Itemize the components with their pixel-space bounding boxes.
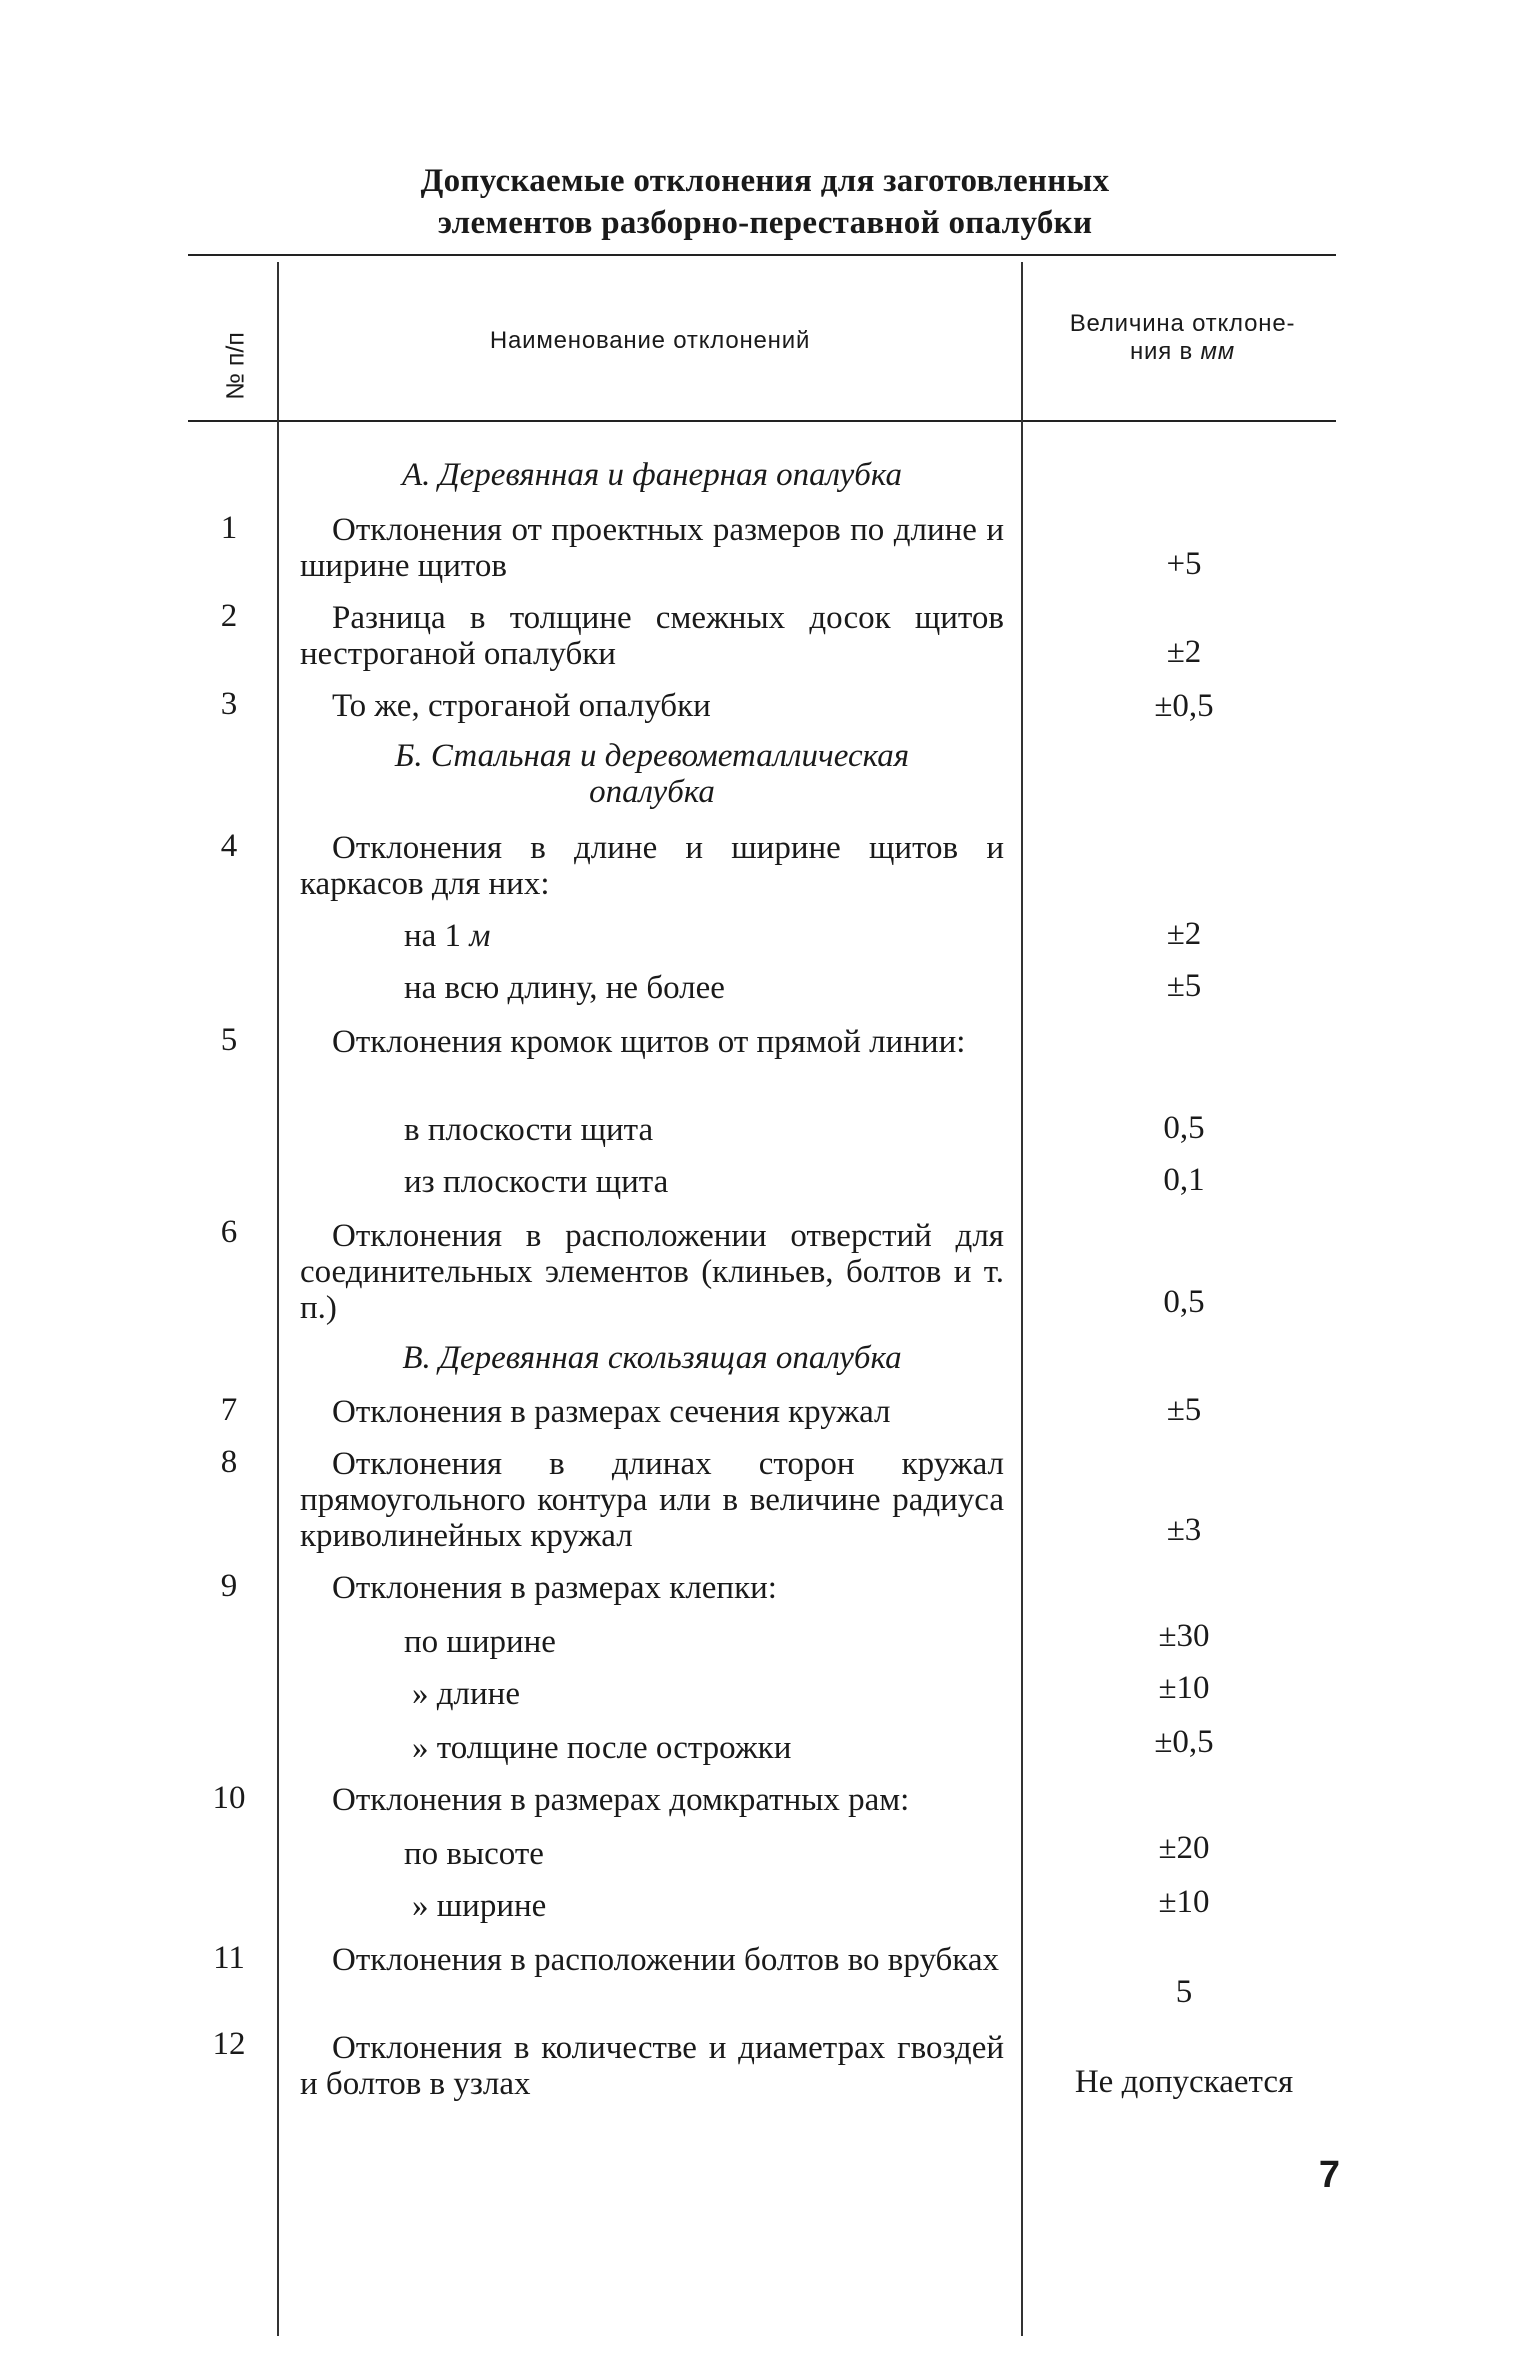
sub-row-value: ±2 (1166, 916, 1202, 952)
title-line-1: Допускаемые отклонения для заготовленных (420, 163, 1110, 199)
sub-row-text: на 1 (404, 918, 470, 954)
sub-row-description: по высоте (404, 1836, 544, 1872)
sub-row-description: » толщине после острожки (412, 1730, 792, 1766)
row-value: ±2 (1166, 634, 1202, 670)
sub-row-unit: м (469, 918, 491, 954)
row-value: Не допускается (1074, 2064, 1294, 2100)
section-heading-c: В. Деревянная скользящая опалубка (402, 1340, 902, 1376)
header-number: № п/п (221, 332, 250, 400)
sub-row-value: ±30 (1158, 1618, 1210, 1654)
section-heading-b-line-1: Б. Стальная и деревометаллическая (394, 738, 910, 774)
column-divider-right (1021, 262, 1023, 2336)
column-divider-left (277, 262, 279, 2336)
row-description: То же, строганой опалубки (332, 688, 711, 724)
sub-row-value: ±10 (1158, 1670, 1210, 1706)
sub-row-description (404, 918, 1004, 954)
sub-row-value: ±10 (1158, 1884, 1210, 1920)
header-name (280, 327, 1020, 355)
title-line-2: элементов разборно-переставной опалубки (437, 205, 1093, 241)
row-value: 0,5 (1163, 1284, 1205, 1320)
header-value-unit: мм (1200, 338, 1236, 365)
row-description: Отклонения в размерах домкратных рам: (332, 1782, 910, 1818)
row-number: 11 (213, 1940, 245, 1976)
row-description: Отклонения в длинах сторон кружал прямоугольного контура или в величине радиуса криволинейных кружал (300, 1446, 1004, 1554)
row-number: 2 (220, 598, 238, 634)
document-title (190, 160, 1340, 244)
header-value-line-2-text: ния в (1129, 338, 1201, 365)
row-number: 1 (220, 510, 238, 546)
sub-row-value: 0,1 (1163, 1162, 1205, 1198)
table-top-rule (188, 254, 1336, 256)
row-number: 8 (220, 1444, 238, 1480)
row-description: Отклонения кромок щитов от прямой линии: (332, 1024, 966, 1060)
header-value-line-1: Величина отклоне- (1069, 310, 1296, 337)
sub-row-value: ±0,5 (1154, 1724, 1214, 1760)
sub-row-value: ±5 (1166, 968, 1202, 1004)
section-heading-a: А. Деревянная и фанерная опалубка (402, 457, 902, 493)
header-bottom-rule (188, 420, 1336, 422)
sub-row-value: 0,5 (1163, 1110, 1205, 1146)
section-heading-b (300, 738, 1004, 810)
row-description: Отклонения в расположении отверстий для соединительных элементов (клиньев, болтов и т. п.) (300, 1218, 1004, 1326)
row-value: ±0,5 (1154, 688, 1214, 724)
header-name-label: Наименование отклонений (489, 327, 811, 354)
row-number: 4 (220, 828, 238, 864)
row-description: Отклонения в размерах сечения кружал (332, 1394, 891, 1430)
sub-row-description: из плоскости щита (404, 1164, 669, 1200)
row-description: Разница в толщине смежных досок щитов нестроганой опалубки (300, 600, 1004, 672)
row-number: 9 (220, 1568, 238, 1604)
row-value: ±5 (1166, 1392, 1202, 1428)
row-number: 7 (220, 1392, 238, 1428)
sub-row-description: в плоскости щита (404, 1112, 654, 1148)
header-value-line-2 (1025, 338, 1340, 366)
sub-row-value: ±20 (1158, 1830, 1210, 1866)
row-value: 5 (1175, 1974, 1193, 2010)
row-description: Отклонения в расположении болтов во врубках (332, 1942, 999, 1978)
row-description: Отклонения от проектных размеров по длине и ширине щитов (300, 512, 1004, 584)
row-number: 3 (220, 686, 238, 722)
section-heading-b-line-2: опалубка (589, 774, 715, 810)
row-number: 10 (212, 1780, 246, 1816)
sub-row-description: » длине (412, 1676, 520, 1712)
row-number: 12 (212, 2026, 246, 2062)
row-number: 6 (220, 1214, 238, 1250)
header-value (1025, 310, 1340, 366)
row-value: +5 (1166, 546, 1202, 582)
sub-row-description: по ширине (404, 1624, 556, 1660)
page-number: 7 (1318, 2154, 1340, 2196)
row-description: Отклонения в размерах клепки: (332, 1570, 777, 1606)
row-value: ±3 (1166, 1512, 1202, 1548)
row-description: Отклонения в длине и ширине щитов и каркасов для них: (300, 830, 1004, 902)
sub-row-description: на всю длину, не более (404, 970, 725, 1006)
row-number: 5 (220, 1022, 238, 1058)
sub-row-description: » ширине (412, 1888, 547, 1924)
row-description: Отклонения в количестве и диаметрах гвоздей и болтов в узлах (300, 2030, 1004, 2102)
